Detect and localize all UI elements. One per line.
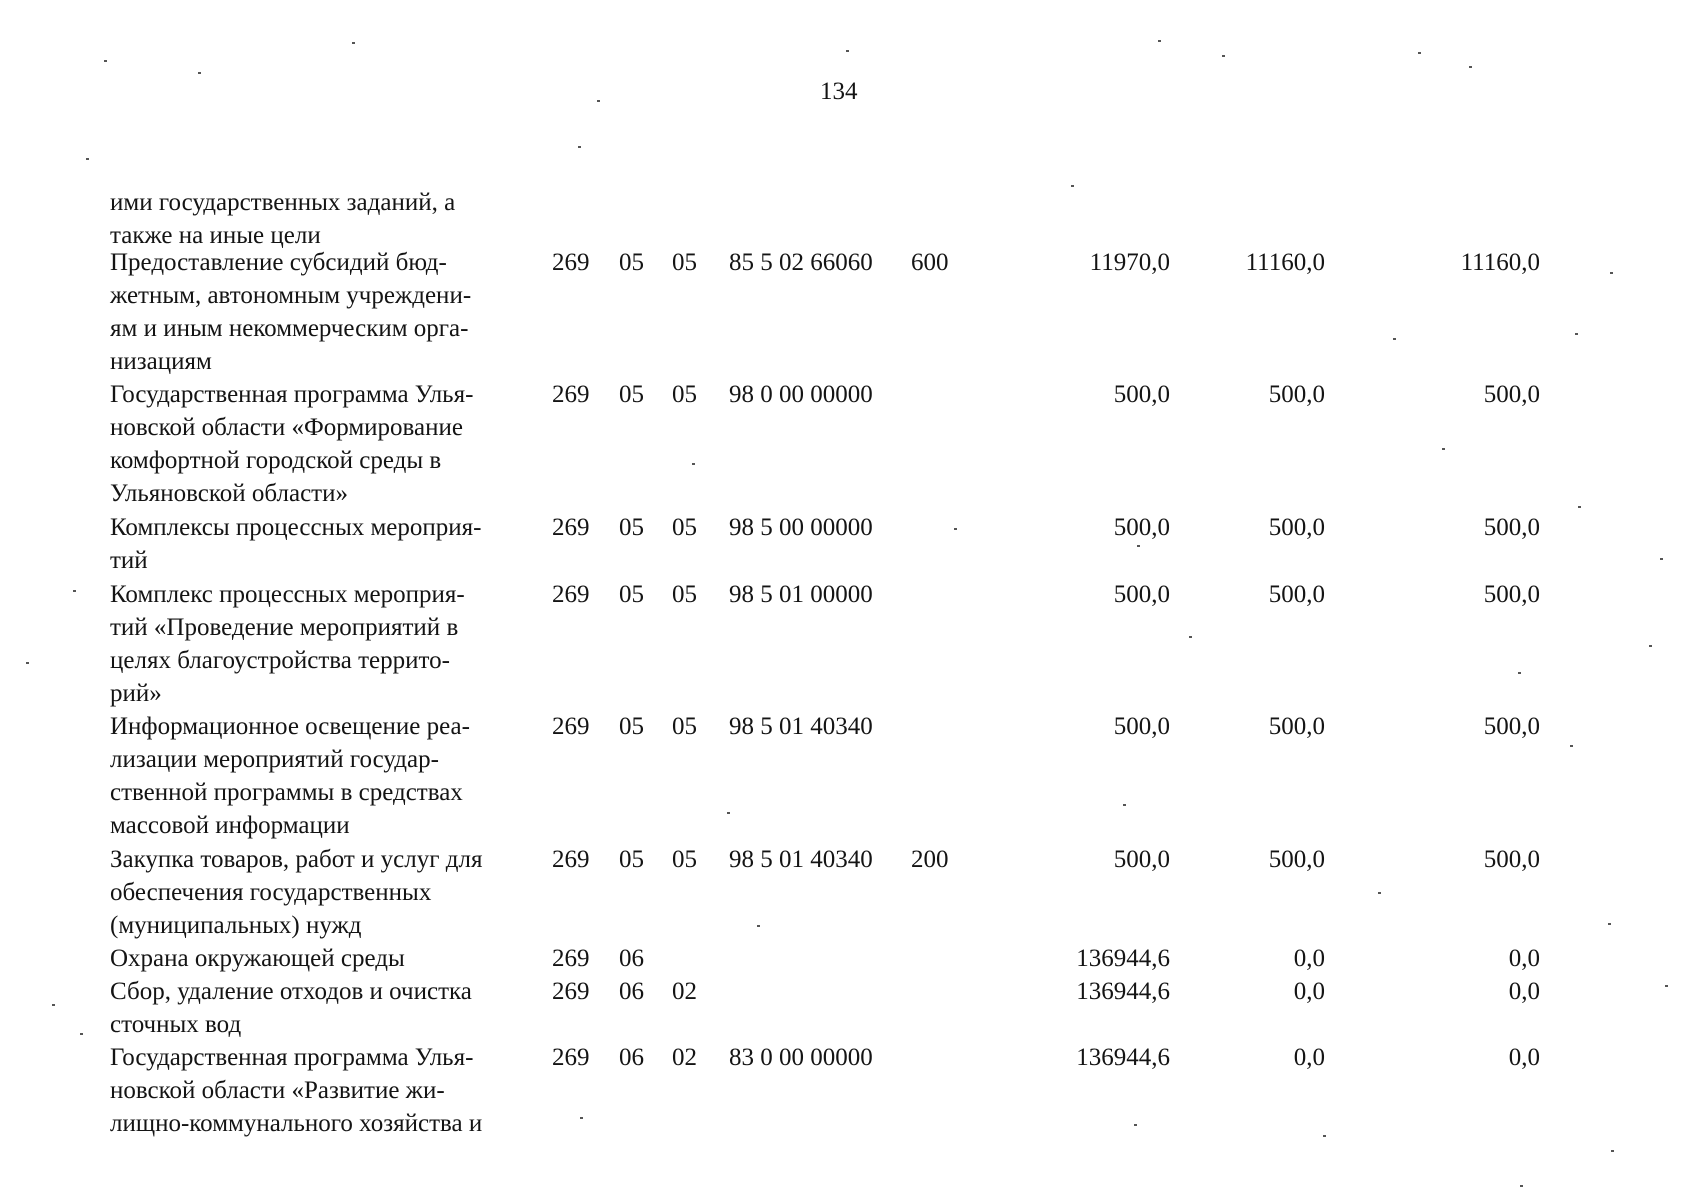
grbs-code: 269 (552, 381, 590, 408)
amount-year-2: 500,0 (1268, 381, 1325, 408)
amount-year-3: 500,0 (1483, 514, 1540, 541)
scan-speck (1469, 66, 1472, 68)
amount-year-2: 500,0 (1268, 846, 1325, 873)
amount-year-1: 11970,0 (1089, 249, 1170, 276)
amount-year-1: 500,0 (1113, 381, 1170, 408)
target-article-code: 98 0 00 00000 (729, 381, 873, 408)
scan-speck (1520, 1185, 1523, 1187)
row-description: Охрана окружающей среды (110, 945, 405, 972)
scan-speck (1393, 338, 1396, 340)
row-description: Закупка товаров, работ и услуг для обеспечения государственных (муниципальных) нужд (110, 846, 483, 939)
subsection-code: 05 (672, 514, 697, 541)
amount-year-1: 500,0 (1113, 514, 1170, 541)
scan-speck (757, 925, 760, 927)
grbs-code: 269 (552, 846, 590, 873)
section-code: 05 (619, 514, 644, 541)
amount-year-3: 11160,0 (1460, 249, 1540, 276)
row-description: Комплекс процессных мероприя- тий «Проведение мероприятий в целях благоустройства террито- рий» (110, 581, 465, 707)
section-code: 05 (619, 713, 644, 740)
grbs-code: 269 (552, 514, 590, 541)
amount-year-1: 136944,6 (1076, 1044, 1170, 1071)
section-code: 05 (619, 249, 644, 276)
grbs-code: 269 (552, 713, 590, 740)
scan-speck (846, 50, 849, 52)
amount-year-1: 136944,6 (1076, 945, 1170, 972)
expense-type-code: 200 (911, 846, 949, 873)
scan-speck (1158, 40, 1161, 42)
amount-year-3: 0,0 (1508, 1044, 1540, 1071)
scan-speck (1575, 333, 1578, 335)
amount-year-2: 0,0 (1293, 945, 1325, 972)
scan-speck (1518, 672, 1521, 674)
scan-speck (1418, 52, 1421, 54)
section-code: 05 (619, 846, 644, 873)
expense-type-code: 600 (911, 249, 949, 276)
scan-speck (1189, 636, 1192, 638)
row-description: Комплексы процессных мероприя- тий (110, 514, 482, 574)
scan-speck (1570, 745, 1573, 747)
scan-speck (1442, 448, 1445, 450)
row-description: Информационное освещение реа- лизации мероприятий государ- ственной программы в средствах массовой информации (110, 713, 470, 839)
subsection-code: 05 (672, 249, 697, 276)
amount-year-1: 500,0 (1113, 713, 1170, 740)
scan-speck (1649, 645, 1652, 647)
row-description: ими государственных заданий, а также на иные цели (110, 189, 456, 249)
scan-speck (1071, 185, 1074, 187)
target-article-code: 98 5 01 00000 (729, 581, 873, 608)
scan-speck (86, 158, 89, 160)
amount-year-1: 500,0 (1113, 846, 1170, 873)
grbs-code: 269 (552, 581, 590, 608)
scan-speck (692, 463, 695, 465)
scan-speck (578, 146, 581, 148)
amount-year-3: 500,0 (1483, 381, 1540, 408)
target-article-code: 98 5 01 40340 (729, 846, 873, 873)
scan-speck (1610, 272, 1613, 274)
section-code: 06 (619, 945, 644, 972)
scan-speck (1378, 892, 1381, 894)
grbs-code: 269 (552, 978, 590, 1005)
scan-speck (597, 100, 600, 102)
scan-speck (1665, 985, 1668, 987)
amount-year-2: 500,0 (1268, 581, 1325, 608)
page-number: 134 (820, 78, 858, 105)
subsection-code: 05 (672, 381, 697, 408)
scan-speck (1578, 506, 1581, 508)
scan-speck (26, 662, 29, 664)
amount-year-2: 11160,0 (1245, 249, 1325, 276)
scan-speck (1660, 558, 1663, 560)
scan-speck (104, 60, 107, 62)
grbs-code: 269 (552, 249, 590, 276)
scan-speck (580, 1117, 583, 1119)
scan-speck (727, 812, 730, 814)
section-code: 05 (619, 581, 644, 608)
section-code: 05 (619, 381, 644, 408)
scan-speck (1134, 1124, 1137, 1126)
subsection-code: 02 (672, 1044, 697, 1071)
scan-speck (1137, 545, 1140, 547)
target-article-code: 98 5 01 40340 (729, 713, 873, 740)
scan-speck (1222, 55, 1225, 57)
amount-year-3: 500,0 (1483, 581, 1540, 608)
row-description: Предоставление субсидий бюд- жетным, автономным учреждени- ям и иным некоммерческим орга- низациям (110, 249, 472, 375)
scan-speck (1608, 923, 1611, 925)
amount-year-2: 500,0 (1268, 514, 1325, 541)
amount-year-3: 0,0 (1508, 978, 1540, 1005)
amount-year-2: 500,0 (1268, 713, 1325, 740)
amount-year-2: 0,0 (1293, 978, 1325, 1005)
row-description: Сбор, удаление отходов и очистка сточных вод (110, 978, 472, 1038)
row-description: Государственная программа Улья- новской области «Развитие жи- лищно-коммунального хозяйства и (110, 1044, 483, 1137)
grbs-code: 269 (552, 1044, 590, 1071)
section-code: 06 (619, 978, 644, 1005)
subsection-code: 05 (672, 846, 697, 873)
subsection-code: 05 (672, 713, 697, 740)
scan-speck (80, 1033, 83, 1035)
amount-year-3: 500,0 (1483, 846, 1540, 873)
target-article-code: 98 5 00 00000 (729, 514, 873, 541)
amount-year-3: 500,0 (1483, 713, 1540, 740)
scan-speck (52, 1004, 55, 1006)
target-article-code: 85 5 02 66060 (729, 249, 873, 276)
subsection-code: 05 (672, 581, 697, 608)
scan-speck (1323, 1135, 1326, 1137)
row-description: Государственная программа Улья- новской области «Формирование комфортной городской среды в Ульяновской области» (110, 381, 474, 507)
amount-year-1: 500,0 (1113, 581, 1170, 608)
scan-speck (198, 72, 201, 74)
scan-speck (352, 42, 355, 44)
scan-speck (73, 590, 76, 592)
section-code: 06 (619, 1044, 644, 1071)
amount-year-2: 0,0 (1293, 1044, 1325, 1071)
target-article-code: 83 0 00 00000 (729, 1044, 873, 1071)
scan-speck (954, 528, 957, 530)
grbs-code: 269 (552, 945, 590, 972)
scan-speck (1611, 1150, 1614, 1152)
scan-speck (1123, 804, 1126, 806)
subsection-code: 02 (672, 978, 697, 1005)
amount-year-1: 136944,6 (1076, 978, 1170, 1005)
amount-year-3: 0,0 (1508, 945, 1540, 972)
